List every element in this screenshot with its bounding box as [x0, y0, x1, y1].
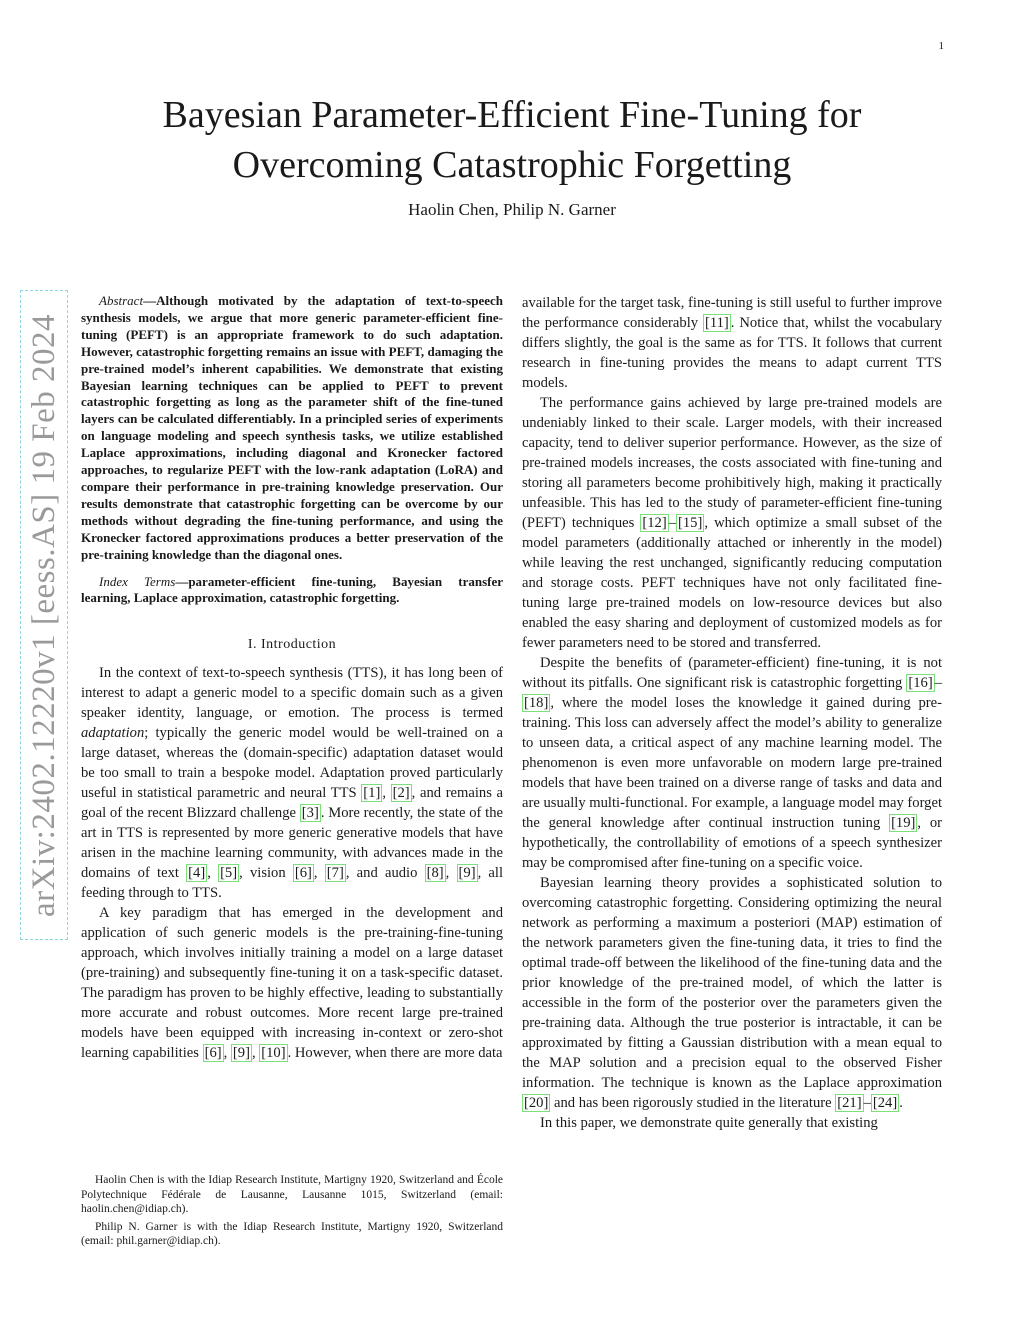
text-span: , which optimize a small subset of the model parameters (additionally attached or inherently in the model) while leaving the rest unchanged, significantly reducing computation and storage costs. PEFT techniques have not only facilitated fine-tuning large pre-trained models on low-resource devices but also enabled the easy sharing and deployment of customized models as for fewer parameters need to be stored and transferred.	[522, 515, 942, 651]
citation-link[interactable]: [7]	[326, 865, 344, 882]
footnote-author-1: Haolin Chen is with the Idiap Research Institute, Martigny 1920, Switzerland and École Polytechnique Fédérale de Lausanne, Lausanne 1015, Switzerland (email: haolin.chen@idiap.ch).	[81, 1174, 503, 1215]
text-span: , where the model loses the knowledge it gained during pre-training. This loss can adversely affect the model’s ability to generalize to unseen data, a critical aspect of any machine learning model. The phenomenon is even more unfavorable on modern large pre-trained models that have been trained on a diverse range of tasks and data and are usually multi-functional. For example, a language model may forget the general knowledge after continual instruction tuning	[522, 695, 942, 831]
arxiv-stamp[interactable]	[20, 290, 68, 940]
text-span: and has been rigorously studied in the literature	[550, 1095, 836, 1111]
abstract-label: Abstract	[99, 293, 144, 308]
text-span: , and audio	[345, 865, 425, 882]
paragraph	[522, 873, 942, 1113]
title-block	[0, 90, 1024, 220]
title-line-1: Bayesian Parameter-Efficient Fine-Tuning for	[162, 94, 862, 136]
paragraph	[522, 653, 942, 873]
citation-link[interactable]: [8]	[426, 865, 444, 882]
text-span: –	[863, 1095, 871, 1111]
text-span: The performance gains achieved by large pre-trained models are undeniably linked to their scale. Larger models, with their increased capacity, tend to deliver superior performance. However, as the size of pre-trained models increases, the costs associated with fine-tuning and storing all parameters become prohibitively high, making it practically unfeasible. This has led to the study of parameter-efficient fine-tuning (PEFT) techniques	[522, 395, 942, 531]
text-span: In the context of text-to-speech synthesis (TTS), it has long been of interest to adapt a generic model to a specific domain such as a given speaker identity, language, or emotion. The process is termed	[81, 665, 503, 722]
footnotes	[81, 1173, 503, 1252]
abstract-text: —Although motivated by the adaptation of text-to-speech synthesis models, we argue that more generic parameter-efficient fine-tuning (PEFT) is an appropriate framework to do such adaptation. However, catastrophic forgetting remains an issue with PEFT, damaging the pre-trained model’s inherent capabilities. We demonstrate that existing Bayesian learning techniques can be applied to PEFT to prevent catastrophic forgetting as long as the parameter shift of the fine-tuned layers can be calculated differentiably. In a principled series of experiments on language modeling and speech synthesis tasks, we utilize established Laplace approximations, including diagonal and Kronecker factored approaches, to regularize PEFT with the low-rank adaptation (LoRA) and compare their performance in pre-training knowledge preservation. Our results demonstrate that catastrophic forgetting can be overcome by our methods without degrading the fine-tuning performance, and using the Kronecker factored approximations produces a better preservation of the pre-training knowledge than the diagonal ones.	[81, 293, 503, 562]
citation-link[interactable]: [1]	[363, 785, 381, 802]
text-span: , or hypothetically, the controllability of emotions of a speech synthesizer may be compromised after fine-tuning on a specific voice.	[522, 815, 942, 871]
citation-link[interactable]: [15]	[678, 515, 703, 531]
text-span: . However, when there are more data	[287, 1045, 503, 1062]
paper-title	[0, 90, 1024, 190]
footnote-author-2: Philip N. Garner is with the Idiap Research Institute, Martigny 1920, Switzerland (email: phil.garner@idiap.ch).	[81, 1220, 503, 1247]
text-span: ,	[223, 1045, 231, 1062]
citation-link[interactable]: [18]	[524, 695, 549, 711]
citation-link[interactable]: [5]	[220, 865, 238, 882]
citation-link[interactable]: [6]	[204, 1045, 222, 1062]
citation-link[interactable]: [24]	[872, 1095, 898, 1111]
citation-link[interactable]: [16]	[908, 675, 933, 691]
text-span: ,	[207, 865, 219, 882]
paragraph	[522, 393, 942, 653]
index-terms	[81, 574, 503, 608]
citation-link[interactable]: [9]	[458, 865, 476, 882]
text-span: available for the target task, fine-tuning is still useful to further improve the performance considerably	[522, 295, 942, 331]
text-span: ,	[313, 865, 325, 882]
title-line-2: Overcoming Catastrophic Forgetting	[232, 144, 792, 186]
abstract	[81, 293, 503, 564]
citation-link[interactable]: [6]	[294, 865, 312, 882]
text-span: –	[668, 515, 677, 531]
text-span: ,	[445, 865, 457, 882]
text-span: ; typically the generic model would be well-trained on a large dataset, whereas the (domain-specific) adaptation dataset would be too small to train a bespoke model. Adaptation proved particularly useful in statistical parametric and neural TTS	[81, 725, 503, 802]
paragraph	[81, 663, 503, 903]
citation-link[interactable]: [3]	[301, 805, 319, 822]
citation-link[interactable]: [11]	[705, 315, 729, 331]
text-span: ,	[382, 785, 391, 802]
index-terms-text: —parameter-efficient fine-tuning, Bayesian transfer learning, Laplace approximation, catastrophic forgetting.	[81, 573, 503, 606]
text-span: Despite the benefits of (parameter-efficient) fine-tuning, it is not without its pitfalls. One significant risk is catastrophic forgetting	[522, 655, 942, 691]
text-span: –	[934, 675, 942, 691]
text-span: , all feeding through to TTS.	[81, 865, 504, 902]
page-number: 1	[938, 40, 944, 52]
arxiv-id-label: arXiv:2402.12220v1 [eess.AS] 19 Feb 2024	[25, 313, 62, 917]
text-span: ,	[251, 1045, 260, 1062]
left-column	[81, 293, 503, 1063]
citation-link[interactable]: [4]	[188, 865, 206, 882]
paragraph	[522, 293, 942, 393]
text-span: , and remains a goal of the recent Blizzard challenge	[81, 785, 504, 822]
citation-link[interactable]: [19]	[891, 815, 916, 831]
text-span: . More recently, the state of the art in TTS is represented by more generic generative models that have arisen in the machine learning community, with advances made in the domains of text	[81, 805, 503, 882]
text-span: A key paradigm that has emerged in the development and application of such generic models is the pre-training-fine-tuning approach, which involves initially training a model on a large dataset (pre-training) and subsequently fine-tuning it on a task-specific dataset. The paradigm has proven to be highly effective, leading to substantially more accurate and robust outcomes. More recent large pre-trained models have been equipped with increasing in-context or zero-shot learning capabilities	[81, 905, 503, 1062]
paragraph: In this paper, we demonstrate quite generally that existing	[540, 1115, 878, 1131]
text-span: .	[899, 1095, 903, 1111]
emphasis: adaptation	[81, 725, 145, 742]
section-heading-introduction: I. Introduction	[247, 637, 337, 653]
right-column	[522, 293, 942, 1133]
citation-link[interactable]: [2]	[392, 785, 410, 802]
text-span: Bayesian learning theory provides a sophisticated solution to overcoming catastrophic forgetting. Considering optimizing the neural network as performing a maximum a posteriori (MAP) estimation of the network parameters given the fine-tuning data, it tries to find the optimal trade-off between the likelihood of the fine-tuning data and the prior knowledge of the pre-trained model, of which the latter is accessible in the form of the posterior over the parameters given the pre-training data. Although the true posterior is intractable, it can be approximated by fitting a Gaussian distribution with a mean equal to the MAP solution and a precision equal to the observed Fisher information. The technique is known as the Laplace approximation	[522, 875, 942, 1091]
citation-link[interactable]: [20]	[524, 1095, 549, 1111]
paragraph	[81, 903, 503, 1063]
text-span: . Notice that, whilst the vocabulary differs slightly, the goal is the same as for TTS. It follows that current research in fine-tuning provides the means to adapt current TTS models.	[522, 315, 942, 391]
authors: Haolin Chen, Philip N. Garner	[408, 200, 616, 219]
citation-link[interactable]: [21]	[837, 1095, 862, 1111]
citation-link[interactable]: [10]	[261, 1045, 286, 1062]
index-terms-label: Index Terms	[99, 573, 176, 589]
text-span: , vision	[239, 865, 293, 882]
citation-link[interactable]: [9]	[232, 1045, 250, 1062]
citation-link[interactable]: [12]	[642, 515, 667, 531]
